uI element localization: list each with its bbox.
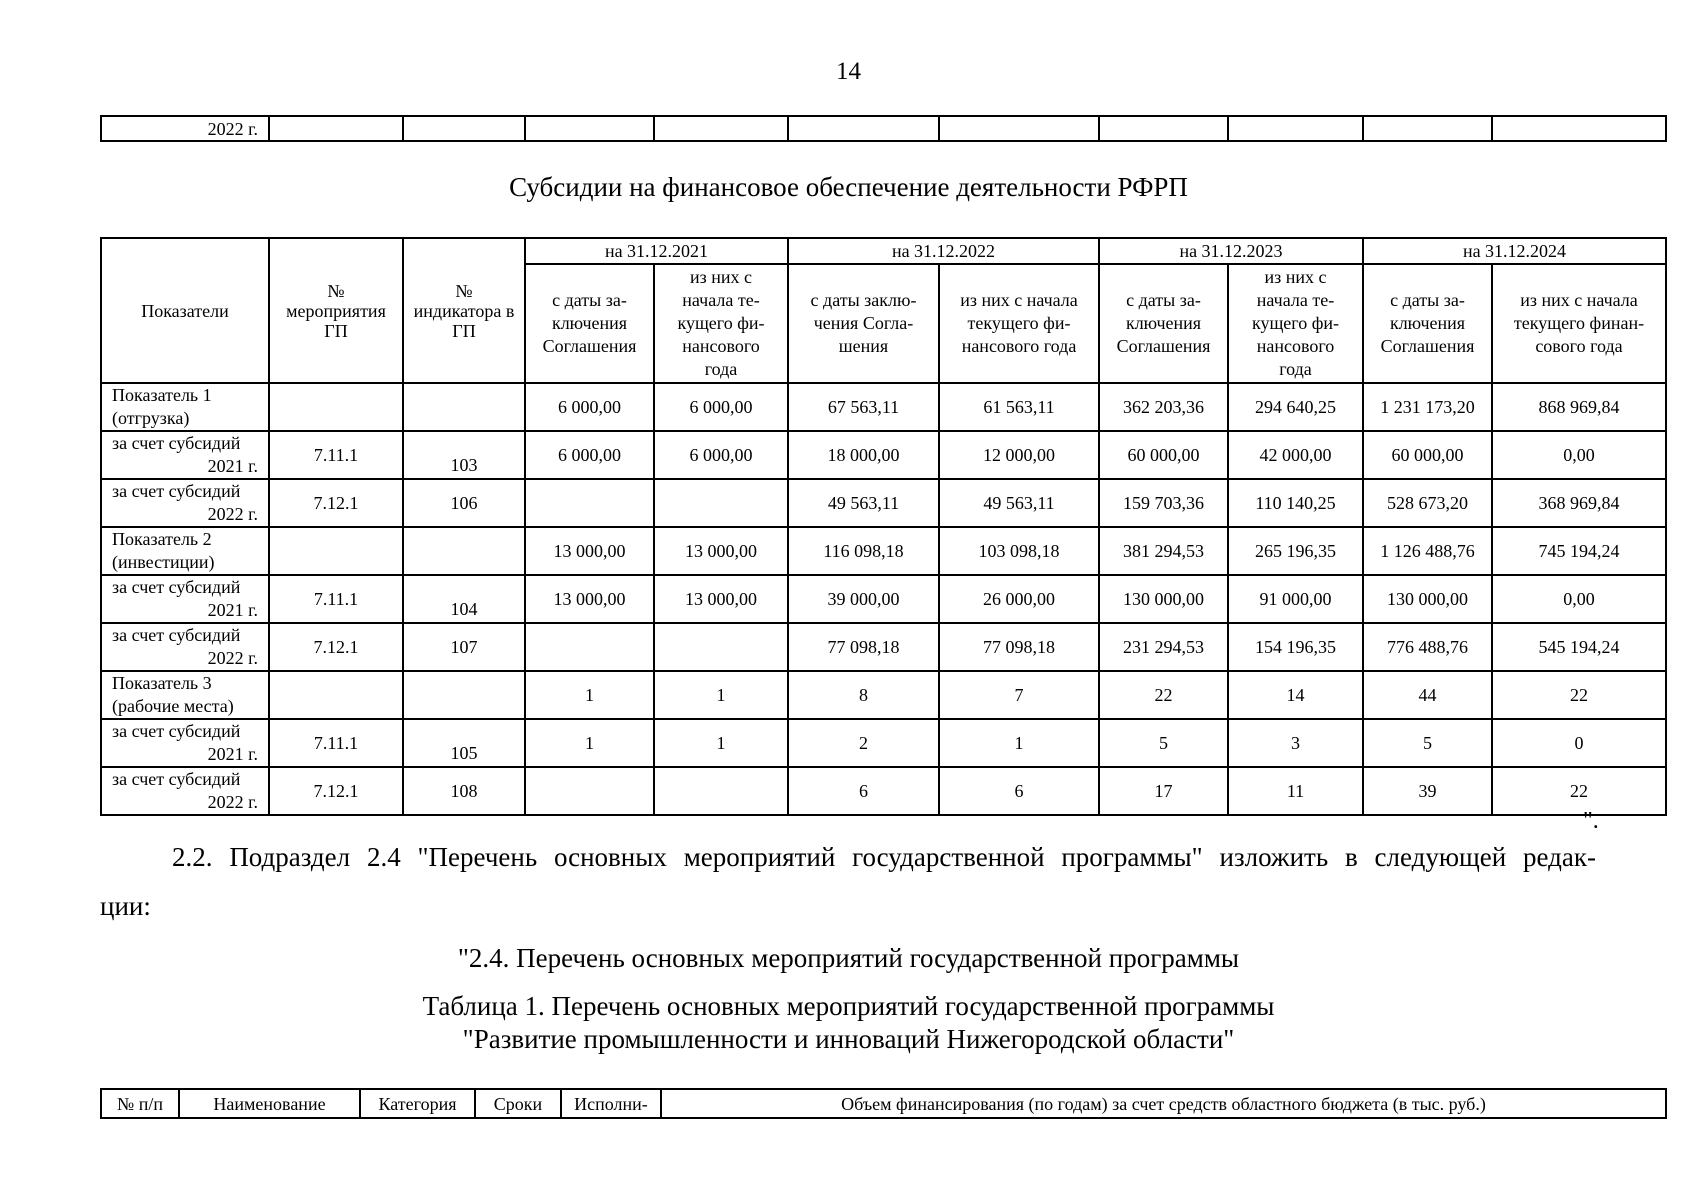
value-cell: 6 [939, 767, 1099, 815]
value-cell: 1 231 173,20 [1363, 383, 1492, 431]
table-row [101, 431, 1666, 479]
value-cell: 91 000,00 [1228, 575, 1363, 623]
indicator-number-cell: 103 [403, 431, 525, 479]
row-label-line-2: 2022 г. [207, 648, 258, 668]
event-number-cell [269, 527, 403, 575]
value-cell: 0,00 [1492, 431, 1666, 479]
value-cell: 3 [1228, 719, 1363, 767]
table-row [101, 527, 1666, 575]
value-cell: 1 [654, 719, 788, 767]
table-row [101, 479, 1666, 527]
value-cell: 110 140,25 [1228, 479, 1363, 527]
value-cell: 8 [788, 671, 939, 719]
value-cell: 1 [654, 671, 788, 719]
subheader-since-agreement-2024: с даты за-ключения Соглашения [1363, 264, 1492, 383]
header-name: Наименование [179, 1089, 360, 1118]
row-label-line-1: за счет субсидий [112, 433, 241, 453]
value-cell: 77 098,18 [939, 623, 1099, 671]
row-label-line-1: за счет субсидий [112, 577, 241, 597]
row-label [101, 623, 269, 671]
event-number-cell: 7.12.1 [269, 479, 403, 527]
value-cell: 49 563,11 [939, 479, 1099, 527]
indicator-number-cell: 106 [403, 479, 525, 527]
value-cell: 42 000,00 [1228, 431, 1363, 479]
value-cell: 12 000,00 [939, 431, 1099, 479]
row-label-line-2: (отгрузка) [112, 408, 190, 428]
event-number-cell: 7.11.1 [269, 719, 403, 767]
value-cell: 6 000,00 [654, 431, 788, 479]
page-number: 14 [836, 58, 861, 85]
row-label [101, 431, 269, 479]
header-period-2022: на 31.12.2022 [788, 238, 1099, 264]
value-cell: 231 294,53 [1099, 623, 1228, 671]
subheader-current-year-2024: из них с начала текущего финан-сового года [1492, 264, 1666, 383]
row-label [101, 527, 269, 575]
value-cell: 368 969,84 [1492, 479, 1666, 527]
amendment-paragraph-continuation: ции: [100, 891, 151, 921]
value-cell: 5 [1363, 719, 1492, 767]
closing-quote: ". [1583, 808, 1599, 834]
value-cell: 67 563,11 [788, 383, 939, 431]
amendment-paragraph: 2.2. Подраздел 2.4 "Перечень основных мероприятий государственной программы" изложить в следующей редак- [172, 842, 1596, 872]
row-label [101, 671, 269, 719]
indicator-number-cell [403, 671, 525, 719]
row-label-line-1: за счет субсидий [112, 721, 241, 741]
value-cell: 22 [1492, 671, 1666, 719]
value-cell: 77 098,18 [788, 623, 939, 671]
subsection-heading: "2.4. Перечень основных мероприятий государственной программы [457, 943, 1240, 973]
subheader-since-agreement-2022: с даты заклю-чения Согла-шения [788, 264, 939, 383]
value-cell: 39 000,00 [788, 575, 939, 623]
header-funding-volume: Объем финансирования (по годам) за счет средств областного бюджета (в тыс. руб.) [661, 1089, 1666, 1118]
table-row [101, 623, 1666, 671]
row-label-line-2: 2022 г. [207, 504, 258, 524]
value-cell: 13 000,00 [525, 527, 654, 575]
row-label-line-1: Показатель 2 [112, 529, 212, 549]
subsidy-table [100, 237, 1667, 816]
value-cell: 0 [1492, 719, 1666, 767]
table-row [101, 719, 1666, 767]
value-cell: 6 000,00 [654, 383, 788, 431]
events-list-table [100, 1088, 1667, 1119]
row-label-line-2: 2021 г. [207, 456, 258, 476]
value-cell: 6 000,00 [525, 383, 654, 431]
value-cell: 294 640,25 [1228, 383, 1363, 431]
value-cell: 545 194,24 [1492, 623, 1666, 671]
subheader-since-agreement-2023: с даты за-ключения Соглашения [1099, 264, 1228, 383]
value-cell: 1 126 488,76 [1363, 527, 1492, 575]
value-cell: 130 000,00 [1099, 575, 1228, 623]
value-cell: 159 703,36 [1099, 479, 1228, 527]
value-cell: 17 [1099, 767, 1228, 815]
value-cell [654, 479, 788, 527]
value-cell: 22 [1492, 767, 1666, 815]
indicator-number-cell [403, 383, 525, 431]
event-number-cell: 7.11.1 [269, 575, 403, 623]
fragment-row [101, 116, 1666, 141]
table-caption-line-2: "Развитие промышленности и инноваций Нижегородской области" [462, 1024, 1235, 1054]
indicator-number-cell: 107 [403, 623, 525, 671]
header-category: Категория [360, 1089, 475, 1118]
section-title: Субсидии на финансовое обеспечение деятельности РФРП [509, 172, 1188, 202]
table-row [101, 383, 1666, 431]
header-indicators: Показатели [101, 238, 269, 383]
row-label-line-1: Показатель 3 [112, 673, 212, 693]
value-cell: 7 [939, 671, 1099, 719]
value-cell: 1 [525, 719, 654, 767]
row-label-line-2: 2022 г. [207, 792, 258, 812]
subheader-current-year-2021: из них с начала те-кущего фи-нансового года [654, 264, 788, 383]
event-number-cell: 7.11.1 [269, 431, 403, 479]
row-label-line-1: за счет субсидий [112, 625, 241, 645]
row-label-line-1: за счет субсидий [112, 481, 241, 501]
value-cell: 528 673,20 [1363, 479, 1492, 527]
row-label [101, 719, 269, 767]
value-cell: 49 563,11 [788, 479, 939, 527]
value-cell: 265 196,35 [1228, 527, 1363, 575]
header-item-number: № п/п [101, 1089, 179, 1118]
value-cell: 6 000,00 [525, 431, 654, 479]
indicator-number-cell [403, 527, 525, 575]
header-period-2023: на 31.12.2023 [1099, 238, 1363, 264]
table-caption [0, 990, 1697, 1056]
header-row-periods [101, 238, 1666, 264]
header-executor: Исполни- [561, 1089, 661, 1118]
value-cell: 2 [788, 719, 939, 767]
value-cell: 745 194,24 [1492, 527, 1666, 575]
value-cell: 381 294,53 [1099, 527, 1228, 575]
value-cell: 0,00 [1492, 575, 1666, 623]
row-label-line-2: 2021 г. [207, 744, 258, 764]
previous-table-fragment [100, 115, 1667, 142]
event-number-cell [269, 383, 403, 431]
events-list-header-row [101, 1089, 1666, 1118]
value-cell [525, 623, 654, 671]
row-label [101, 767, 269, 815]
table-row [101, 671, 1666, 719]
value-cell [654, 623, 788, 671]
subheader-current-year-2023: из них с начала те-кущего фи-нансового года [1228, 264, 1363, 383]
indicator-number-cell: 104 [403, 575, 525, 623]
value-cell: 26 000,00 [939, 575, 1099, 623]
event-number-cell [269, 671, 403, 719]
value-cell: 60 000,00 [1363, 431, 1492, 479]
value-cell: 5 [1099, 719, 1228, 767]
header-period-2021: на 31.12.2021 [525, 238, 788, 264]
row-label [101, 383, 269, 431]
value-cell: 39 [1363, 767, 1492, 815]
value-cell: 13 000,00 [525, 575, 654, 623]
value-cell [525, 479, 654, 527]
row-label-line-1: Показатель 1 [112, 385, 212, 405]
value-cell: 6 [788, 767, 939, 815]
row-label [101, 575, 269, 623]
indicator-number-cell: 108 [403, 767, 525, 815]
value-cell: 61 563,11 [939, 383, 1099, 431]
event-number-cell: 7.12.1 [269, 767, 403, 815]
value-cell [654, 767, 788, 815]
value-cell: 11 [1228, 767, 1363, 815]
row-label [101, 479, 269, 527]
value-cell: 13 000,00 [654, 575, 788, 623]
value-cell: 130 000,00 [1363, 575, 1492, 623]
value-cell: 362 203,36 [1099, 383, 1228, 431]
value-cell: 60 000,00 [1099, 431, 1228, 479]
value-cell: 14 [1228, 671, 1363, 719]
subheader-since-agreement-2021: с даты за-ключения Соглашения [525, 264, 654, 383]
value-cell: 868 969,84 [1492, 383, 1666, 431]
value-cell: 13 000,00 [654, 527, 788, 575]
value-cell: 22 [1099, 671, 1228, 719]
header-indicator-number: № индикатора в ГП [403, 238, 525, 383]
header-terms: Сроки [475, 1089, 561, 1118]
value-cell: 103 098,18 [939, 527, 1099, 575]
value-cell: 154 196,35 [1228, 623, 1363, 671]
value-cell: 44 [1363, 671, 1492, 719]
row-label-line-2: (рабочие места) [112, 696, 234, 716]
event-number-cell: 7.12.1 [269, 623, 403, 671]
subheader-current-year-2022: из них с начала текущего фи-нансового года [939, 264, 1099, 383]
row-label-line-2: (инвестиции) [112, 552, 215, 572]
indicator-number-cell: 105 [403, 719, 525, 767]
row-label-line-1: за счет субсидий [112, 769, 241, 789]
value-cell: 1 [525, 671, 654, 719]
value-cell: 18 000,00 [788, 431, 939, 479]
header-event-number: № мероприятия ГП [269, 238, 403, 383]
header-period-2024: на 31.12.2024 [1363, 238, 1666, 264]
row-label-line-2: 2021 г. [207, 600, 258, 620]
value-cell: 776 488,76 [1363, 623, 1492, 671]
table-row [101, 575, 1666, 623]
fragment-row-label: 2022 г. [101, 116, 269, 141]
table-caption-line-1: Таблица 1. Перечень основных мероприятий государственной программы [422, 991, 1275, 1021]
value-cell: 116 098,18 [788, 527, 939, 575]
value-cell: 1 [939, 719, 1099, 767]
subsidy-table-body [101, 383, 1666, 815]
table-row [101, 767, 1666, 815]
value-cell [525, 767, 654, 815]
